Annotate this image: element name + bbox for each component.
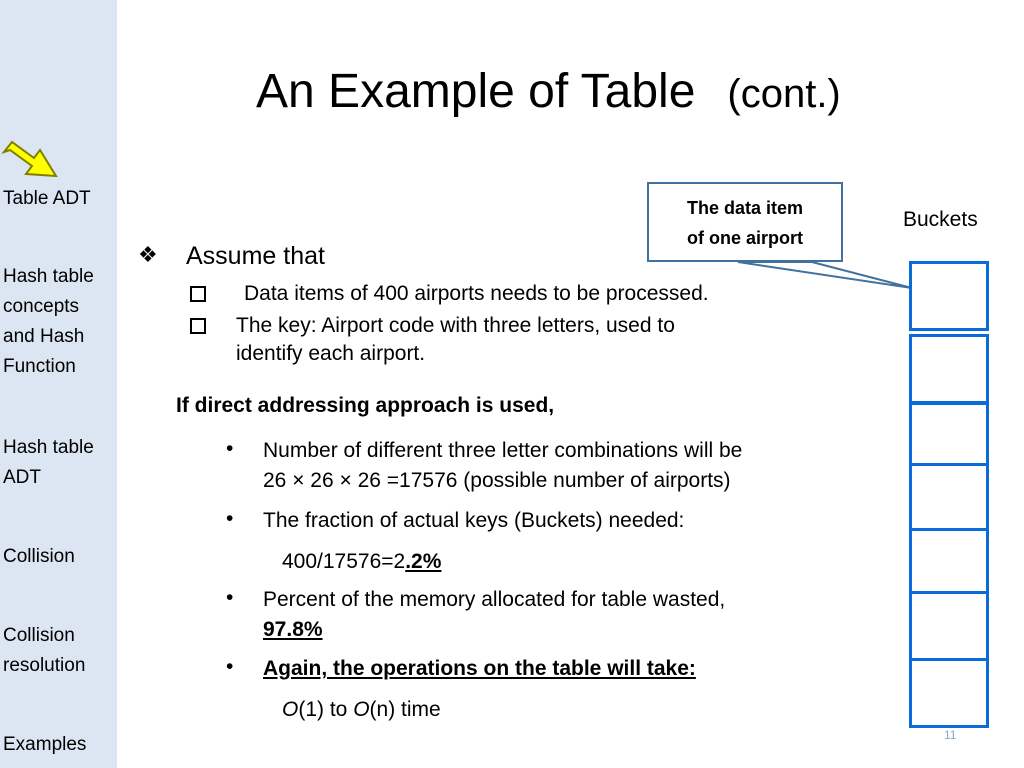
callout-line-1: The data item [686, 198, 804, 218]
sub-point-1: Data items of 400 airports needs to be processed. [244, 282, 709, 305]
bullet-dot: • [226, 437, 234, 460]
bullet-4-value [282, 695, 912, 725]
bullet-dot: • [226, 507, 234, 530]
slide-title [256, 64, 841, 119]
title-suffix: (cont.) [727, 72, 841, 116]
title-main: An Example of Table [256, 65, 696, 118]
bullet-2-value [282, 547, 912, 577]
sidebar-item-collision[interactable]: Collision [3, 546, 75, 567]
sidebar-item-collision-resolution[interactable]: Collision resolution [3, 625, 86, 676]
bucket [909, 261, 989, 331]
yellow-arrow-icon [0, 138, 64, 186]
callout-line-2: of one airport [687, 228, 803, 248]
bullet-4: Again, the operations on the table will take: [263, 657, 696, 680]
bullet-3 [263, 585, 893, 645]
bucket [909, 658, 989, 728]
sub-point-2-line-1: The key: Airport code with three letters, used to [236, 314, 675, 337]
page-number: 11 [944, 728, 957, 742]
big-o-mid: (1) to [298, 698, 354, 721]
sidebar-item-table-adt[interactable]: Table ADT [3, 188, 91, 209]
big-o-1: O [282, 698, 299, 721]
bullet-2: The fraction of actual keys (Buckets) needed: [263, 509, 685, 532]
sidebar [0, 0, 117, 768]
wasted-percent: 97.8% [263, 618, 323, 641]
sidebar-item-hash-concepts[interactable]: Hash table concepts and Hash Function [3, 266, 94, 377]
fraction-percent: .2% [405, 550, 442, 573]
direct-addressing-heading: If direct addressing approach is used, [176, 394, 555, 417]
fraction-prefix: 400/17576=2 [282, 550, 406, 573]
bullet-dot: • [226, 586, 234, 609]
bullet-dot: • [226, 655, 234, 678]
sidebar-item-hash-table-adt[interactable]: Hash table ADT [3, 437, 94, 488]
assume-text: Assume that [186, 242, 325, 270]
bullet-1-line-1: Number of different three letter combinations will be [263, 439, 743, 462]
diamond-bullet-icon: ❖ [138, 242, 158, 267]
callout-box [647, 182, 843, 262]
sub-point-2-line-2: identify each airport. [236, 342, 426, 365]
bullet-1 [263, 436, 893, 496]
sidebar-item-examples[interactable]: Examples [3, 734, 87, 755]
bucket [909, 463, 989, 531]
sub-point-2 [236, 312, 675, 368]
bullet-3-line-1: Percent of the memory allocated for table wasted, [263, 588, 726, 611]
big-o-end: (n) time [369, 698, 441, 721]
bucket [909, 591, 989, 661]
big-o-2: O [353, 698, 370, 721]
bullet-1-line-2: 26 × 26 × 26 =17576 (possible number of airports) [263, 469, 731, 492]
buckets-label: Buckets [903, 208, 978, 231]
bucket [909, 528, 989, 594]
bucket [909, 334, 989, 404]
bucket-column [909, 261, 989, 728]
checkbox-bullet-icon [190, 286, 206, 302]
checkbox-bullet-icon [190, 318, 206, 334]
bucket [909, 402, 989, 466]
